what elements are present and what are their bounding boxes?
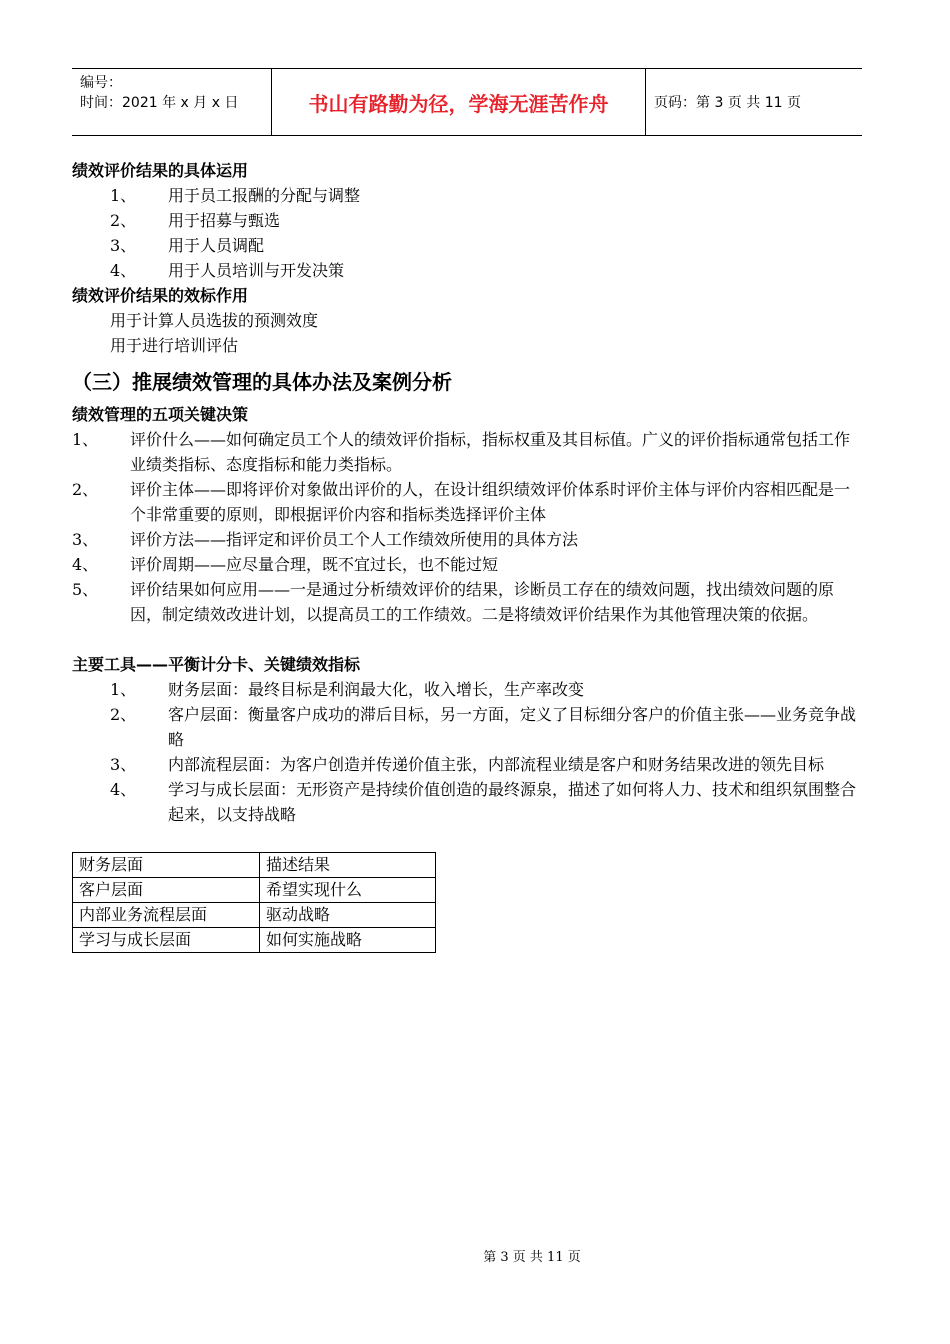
page-footer	[0, 1246, 950, 1265]
table-cell: 如何实施战略	[260, 928, 436, 953]
document-code-label: 编号：	[80, 75, 122, 91]
criterion-line: 用于进行培训评估	[110, 336, 239, 355]
list-item-number: 3、	[110, 755, 137, 774]
list-item-number: 1、	[110, 186, 137, 205]
list-item	[72, 233, 862, 258]
list-item	[72, 208, 862, 233]
table-row	[73, 878, 436, 903]
list-item	[72, 552, 862, 577]
list-item-number: 1、	[72, 430, 99, 449]
table-cell: 学习与成长层面	[73, 928, 260, 953]
section-title-decisions: 绩效管理的五项关键决策	[72, 405, 249, 424]
list-item-number: 2、	[110, 211, 137, 230]
list-item-number: 4、	[72, 555, 99, 574]
page-header	[72, 68, 862, 136]
list-item-number: 1、	[110, 680, 137, 699]
document-time: 时间：2021 年 x 月 x 日	[80, 95, 239, 111]
list-item-number: 3、	[110, 236, 137, 255]
list-item-number: 5、	[72, 580, 99, 599]
list-item	[72, 677, 862, 702]
section-heading: （三）推展绩效管理的具体办法及案例分析	[72, 370, 452, 394]
document-body	[72, 158, 862, 953]
list-item-text: 内部流程层面：为客户创造并传递价值主张，内部流程业绩是客户和财务结果改进的领先目标	[168, 755, 825, 774]
list-item	[72, 427, 862, 477]
scorecard-table	[72, 852, 436, 953]
decisions-list	[72, 427, 862, 627]
list-item-number: 2、	[110, 705, 137, 724]
list-item-number: 4、	[110, 780, 137, 799]
list-item	[72, 777, 862, 827]
list-item-text: 用于人员调配	[168, 236, 265, 255]
table-cell: 内部业务流程层面	[73, 903, 260, 928]
section-title-tools: 主要工具——平衡计分卡、关键绩效指标	[72, 655, 361, 674]
list-item	[72, 258, 862, 283]
footer-page-number: 第 3 页 共 11 页	[483, 1250, 581, 1265]
list-item	[72, 752, 862, 777]
section-title-criterion: 绩效评价结果的效标作用	[72, 286, 249, 305]
list-item-text: 评价主体——即将评价对象做出评价的人，在设计组织绩效评价体系时评价主体与评价内容相匹配是一个非常重要的原则，即根据评价内容和指标类选择评价主体	[130, 480, 851, 524]
list-item-text: 评价什么——如何确定员工个人的绩效评价指标，指标权重及其目标值。广义的评价指标通常包括工作业绩类指标、态度指标和能力类指标。	[130, 430, 851, 474]
list-item	[72, 477, 862, 527]
table-cell: 驱动战略	[260, 903, 436, 928]
table-row	[73, 928, 436, 953]
header-page-info: 页码：第 3 页 共 11 页	[654, 95, 801, 111]
spacer	[72, 627, 862, 652]
list-item-text: 学习与成长层面：无形资产是持续价值创造的最终源泉，描述了如何将人力、技术和组织氛围整合起来，以支持战略	[168, 780, 857, 824]
list-item-text: 评价结果如何应用——一是通过分析绩效评价的结果，诊断员工存在的绩效问题，找出绩效问题的原因，制定绩效改进计划，以提高员工的工作绩效。二是将绩效评价结果作为其他管理决策的依据。	[130, 580, 835, 624]
header-meta	[72, 69, 272, 135]
list-item	[72, 527, 862, 552]
list-item-text: 评价周期——应尽量合理，既不宜过长，也不能过短	[130, 555, 499, 574]
header-motto: 书山有路勤为径，学海无涯苦作舟	[272, 69, 646, 135]
table-cell: 希望实现什么	[260, 878, 436, 903]
list-item-number: 2、	[72, 480, 99, 499]
table-row	[73, 903, 436, 928]
list-item-text: 客户层面：衡量客户成功的滞后目标，另一方面，定义了目标细分客户的价值主张——业务竞争战略	[168, 705, 857, 749]
table-cell: 财务层面	[73, 853, 260, 878]
criterion-line: 用于计算人员选拔的预测效度	[110, 311, 319, 330]
list-item-text: 评价方法——指评定和评价员工个人工作绩效所使用的具体方法	[130, 530, 579, 549]
list-item-text: 财务层面：最终目标是利润最大化，收入增长，生产率改变	[168, 680, 585, 699]
usage-list	[72, 183, 862, 283]
list-item-text: 用于人员培训与开发决策	[168, 261, 345, 280]
section-title-usage: 绩效评价结果的具体运用	[72, 161, 249, 180]
tools-list	[72, 677, 862, 827]
list-item-number: 3、	[72, 530, 99, 549]
list-item-number: 4、	[110, 261, 137, 280]
list-item-text: 用于招募与甄选	[168, 211, 281, 230]
table-cell: 描述结果	[260, 853, 436, 878]
list-item	[72, 183, 862, 208]
table-cell: 客户层面	[73, 878, 260, 903]
table-row	[73, 853, 436, 878]
list-item	[72, 702, 862, 752]
list-item	[72, 577, 862, 627]
list-item-text: 用于员工报酬的分配与调整	[168, 186, 361, 205]
